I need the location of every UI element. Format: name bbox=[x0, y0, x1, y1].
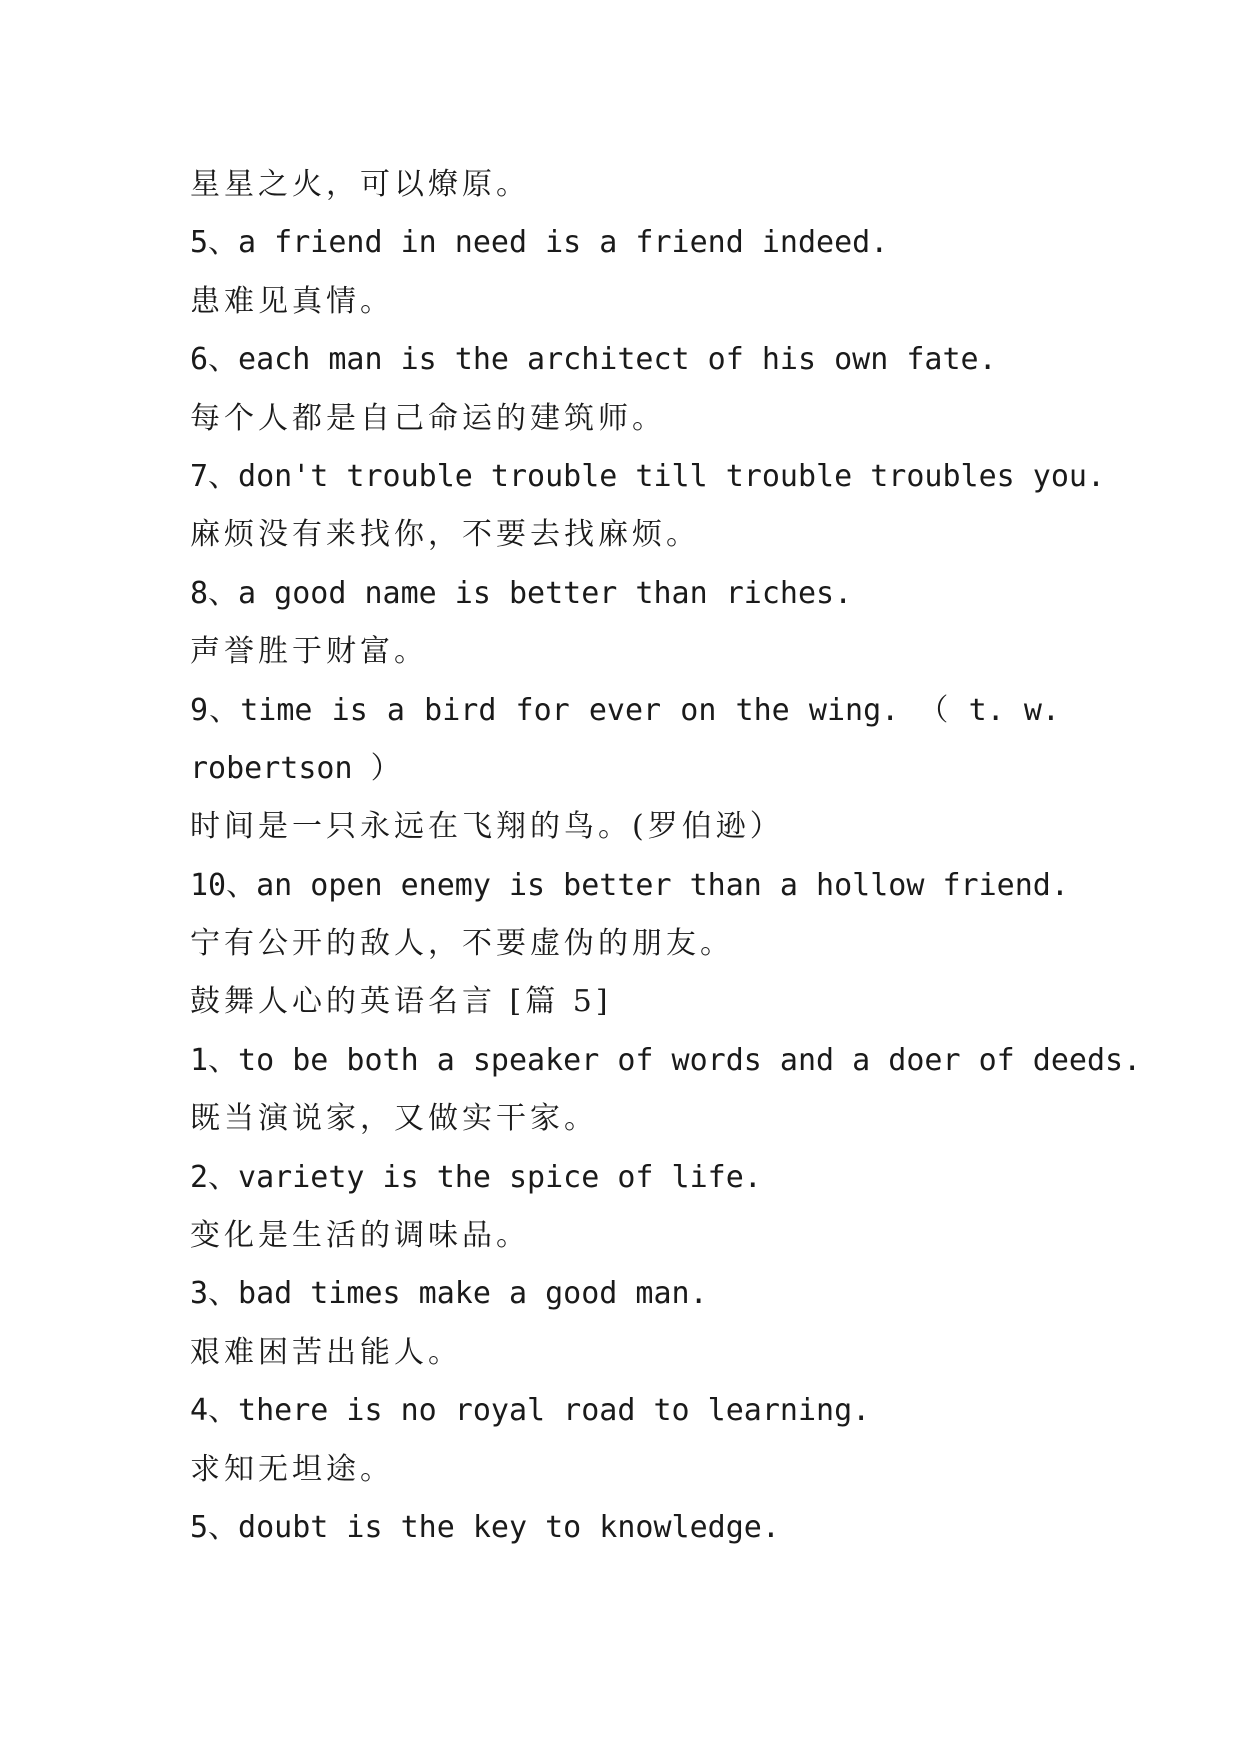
text-line: 求知无坦途。 bbox=[190, 1451, 394, 1487]
text-line: robertson ） bbox=[190, 750, 401, 786]
text-line: 既当演说家，又做实干家。 bbox=[190, 1101, 598, 1137]
text-line: 变化是生活的调味品。 bbox=[190, 1218, 530, 1254]
text-line: 宁有公开的敌人，不要虚伪的朋友。 bbox=[190, 926, 734, 962]
text-line: 5、a friend in need is a friend indeed. bbox=[190, 225, 889, 261]
text-line: 10、an open enemy is better than a hollow friend. bbox=[190, 867, 1069, 903]
text-line: 5、doubt is the key to knowledge. bbox=[190, 1509, 780, 1545]
text-line: 4、there is no royal road to learning. bbox=[190, 1393, 871, 1429]
text-line: 星星之火，可以燎原。 bbox=[190, 167, 530, 202]
text-line: 2、variety is the spice of life. bbox=[190, 1159, 762, 1195]
text-line: 3、bad times make a good man. bbox=[190, 1276, 708, 1312]
text-line: 1、to be both a speaker of words and a doer of deeds. bbox=[190, 1042, 1142, 1078]
text-line: 7、don't trouble trouble till trouble troubles you. bbox=[190, 458, 1106, 494]
document-body bbox=[190, 156, 1142, 1557]
text-line: 声誉胜于财富。 bbox=[190, 634, 428, 670]
text-line: 6、each man is the architect of his own fate. bbox=[190, 342, 997, 378]
text-line: 艰难困苦出能人。 bbox=[190, 1334, 462, 1370]
text-line: 9、time is a bird for ever on the wing. （ t. w. bbox=[190, 692, 1060, 728]
text-line: 每个人都是自己命运的建筑师。 bbox=[190, 400, 666, 436]
section-heading: 鼓舞人心的英语名言 [篇 5] bbox=[190, 984, 612, 1020]
text-line: 麻烦没有来找你，不要去找麻烦。 bbox=[190, 517, 700, 553]
text-line: 患难见真情。 bbox=[190, 283, 394, 319]
text-line: 时间是一只永远在飞翔的鸟。(罗伯逊） bbox=[190, 809, 784, 845]
text-line: 8、a good name is better than riches. bbox=[190, 575, 853, 611]
